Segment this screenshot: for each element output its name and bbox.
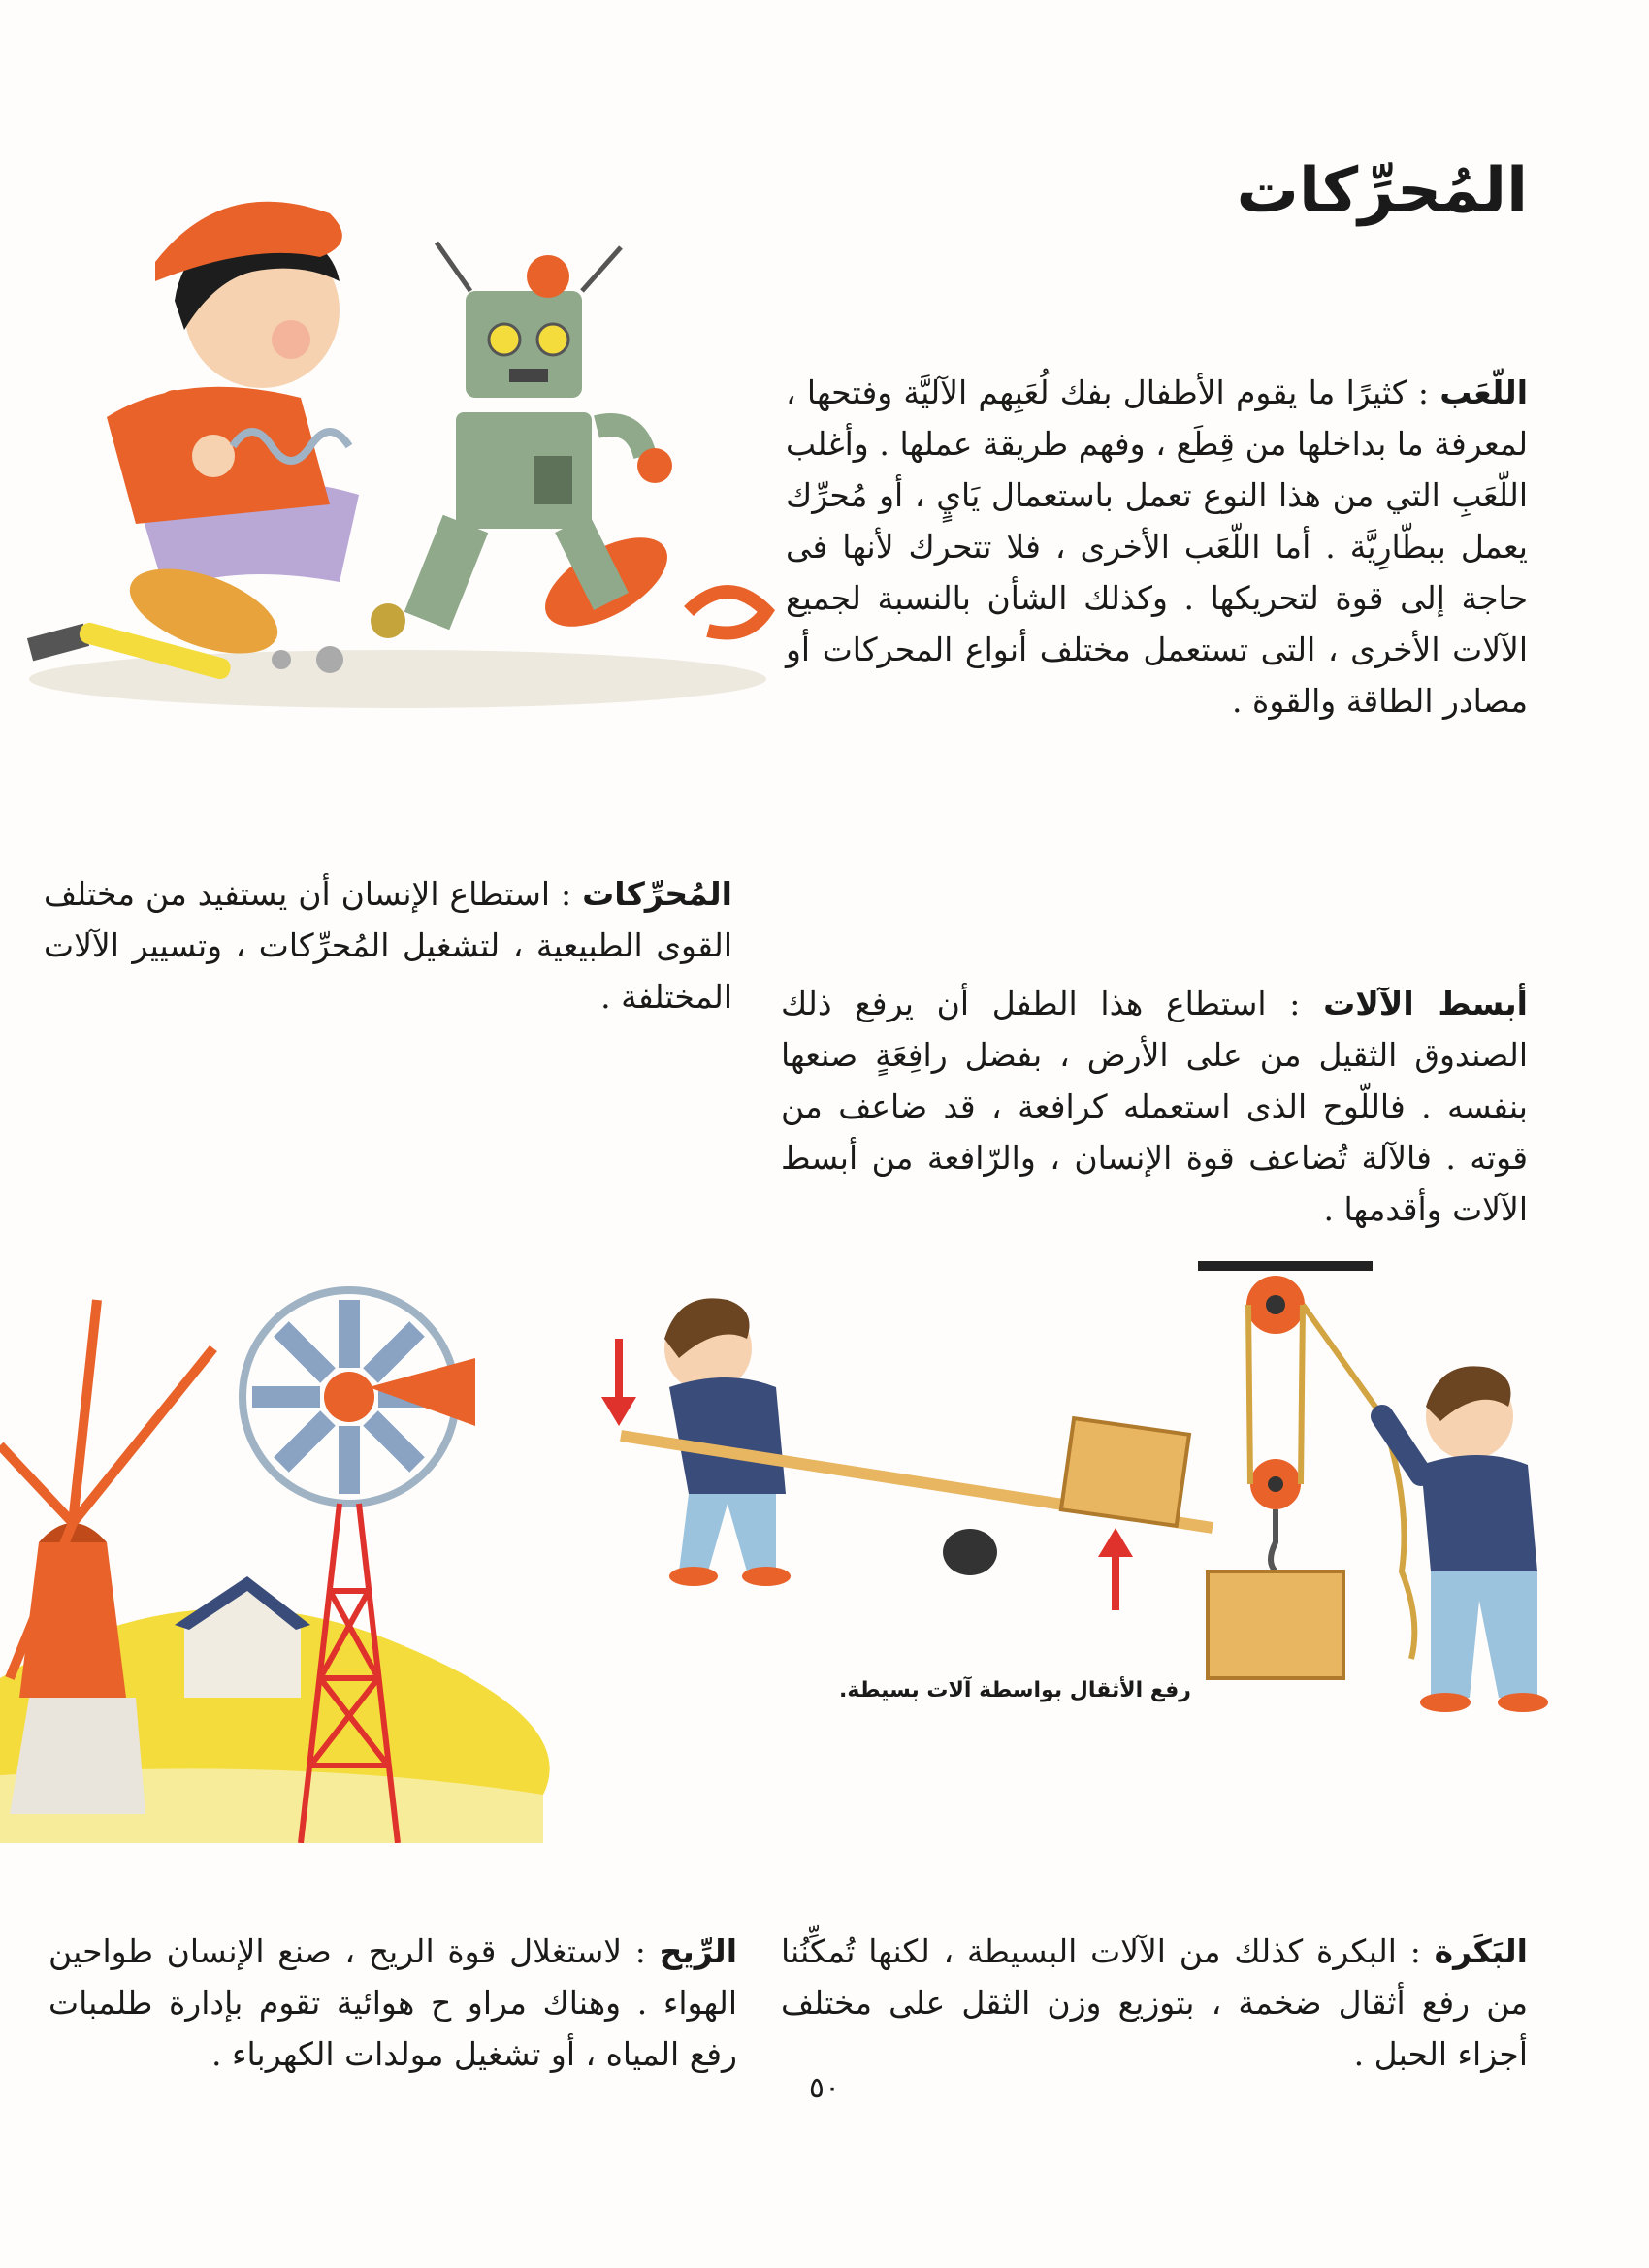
simple-machines-heading: أبسط الآلات	[1323, 985, 1528, 1022]
toys-text: : كثيرًا ما يقوم الأطفال بفك لُعَبِهم الآليَّة وفتحها ، لمعرفة ما بداخلها من قِطَع ، وفهم طريقة عملها . وأغلب اللّعَبِ التي من هذا النوع تعمل باستعمال يَايٍ ، أو مُحرِّك يعمل ببطّارِيَّة . أما اللّعَب الأخرى ، فلا تتحرك لأنها فى حاجة إلى قوة لتحريكها . وكذلك الشأن بالنسبة لجميع الآلات الأخرى ، التى تستعمل مختلف أنواع المحركات أو مصادر الطاقة والقوة .	[786, 373, 1528, 720]
simple-machines-text: : استطاع هذا الطفل أن يرفع ذلك الصندوق الثقيل من على الأرض ، بفضل رافِعَةٍ صنعها بنفسه . فاللّوح الذى استعمله كرافعة ، قد ضاعف من قوته . فالآلة تُضاعف قوة الإنسان ، والرّافعة من أبسط الآلات وأقدمها .	[781, 985, 1528, 1228]
wind-text: : لاستغلال قوة الريح ، صنع الإنسان طواحين الهواء . وهناك مراو ح هوائية تقوم بإدارة طلمبات رفع المياه ، أو تشغيل مولدات الكهرباء .	[48, 1932, 737, 2073]
motors-heading: المُحرِّكات	[582, 875, 732, 913]
simple-machines-paragraph	[781, 978, 1528, 1235]
toys-paragraph	[786, 367, 1528, 727]
motors-paragraph	[44, 868, 732, 1022]
pulley-paragraph	[781, 1926, 1528, 2080]
pulley-illustration	[1179, 1251, 1605, 1756]
windmills-illustration	[0, 1271, 582, 1843]
boy-robot-illustration	[10, 175, 815, 737]
page-number: ٥٠	[808, 2071, 841, 2105]
toys-heading: اللّعَب	[1439, 373, 1528, 411]
lifting-caption: رفع الأثقال بواسطة آلات بسيطة.	[839, 1678, 1191, 1702]
lever-illustration	[601, 1280, 1222, 1630]
pulley-heading: البَكَرة	[1434, 1932, 1528, 1970]
page-title: المُحرِّكات	[1236, 155, 1528, 227]
wind-paragraph	[48, 1926, 737, 2080]
motors-text: : استطاع الإنسان أن يستفيد من مختلف القوى الطبيعية ، لتشغيل المُحرِّكات ، وتسيير الآلات المختلفة .	[44, 875, 732, 1016]
wind-heading: الرِّيح	[659, 1932, 737, 1970]
pulley-text: : البكرة كذلك من الآلات البسيطة ، لكنها تُمكِّنُنا من رفع أثقال ضخمة ، بتوزيع وزن الثقل على مختلف أجزاء الحبل .	[781, 1932, 1528, 2073]
